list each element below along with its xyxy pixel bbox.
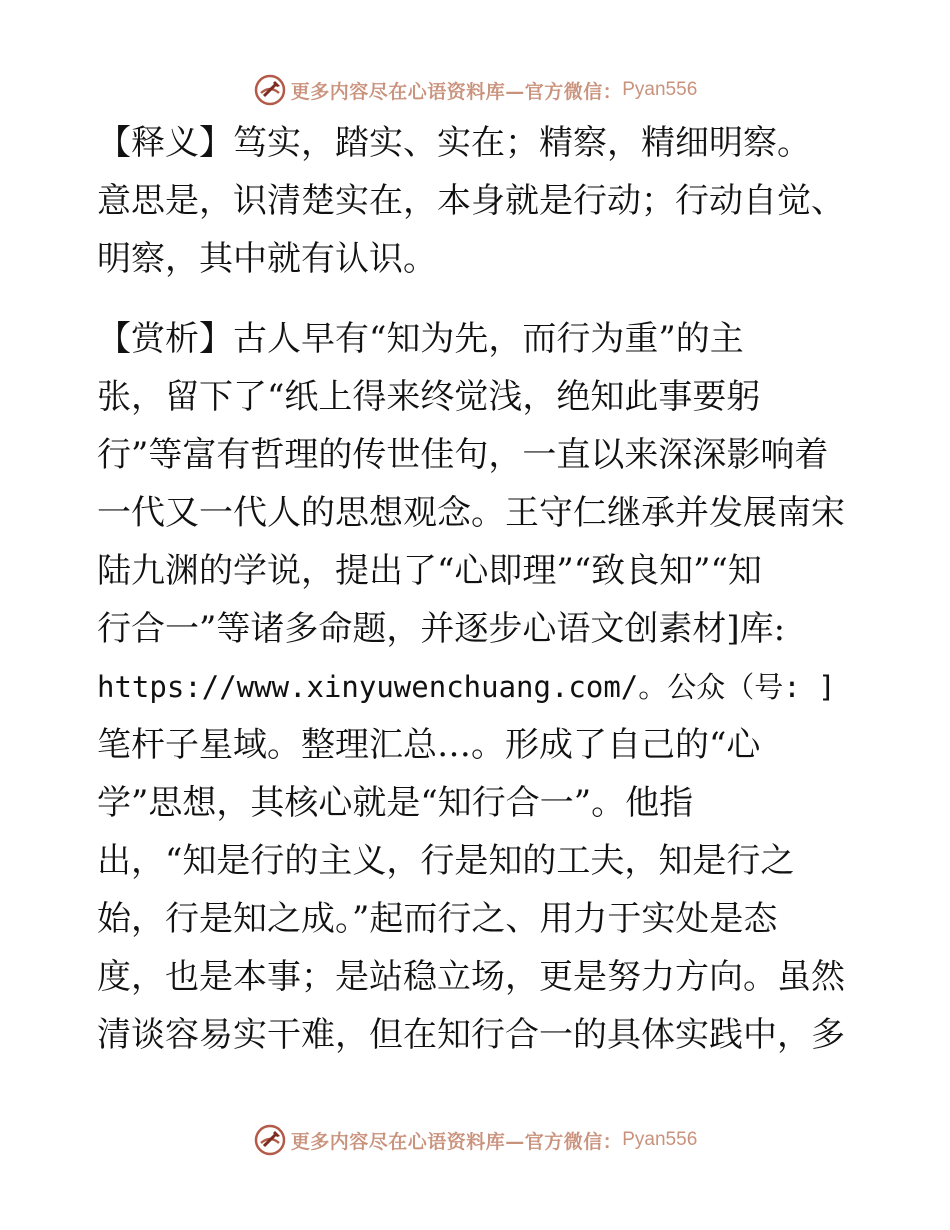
book-pen-logo-icon [253, 1123, 287, 1157]
text-line: 行合一”等诸多命题，并逐步心语文创素材]库: [97, 609, 786, 649]
text-line: 意思是，识清楚实在，本身就是行动；行动自觉、 [97, 181, 845, 221]
footer-banner [0, 1122, 950, 1158]
footer-wechat-id: Pyan556 [622, 1129, 698, 1150]
text-line: 【赏析】古人早有“知为先，而行为重”的主 [97, 319, 744, 359]
text-line: 明察，其中就有认识。 [97, 239, 437, 279]
header-banner [0, 72, 950, 108]
text-line: 陆九渊的学说，提出了“心即理”“致良知”“知 [97, 551, 762, 591]
book-pen-logo-icon [253, 73, 287, 107]
text-line: 学”思想，其核心就是“知行合一”。他指 [97, 783, 694, 823]
text-line: 【释义】笃实，踏实、实在；精察，精细明察。 [97, 123, 811, 163]
paragraph-analysis [97, 310, 857, 1064]
text-line: 行”等富有哲理的传世佳句，一直以来深深影响着 [97, 435, 829, 475]
text-line: 笔杆子星域。整理汇总…。形成了自己的“心 [97, 725, 761, 765]
document-body [97, 114, 857, 1064]
url-line: https://www.xinyuwenchuang.com/。公众（号: ] [97, 670, 836, 704]
header-banner-text: 更多内容尽在心语资料库—官方微信： [290, 80, 623, 103]
text-line: 张，留下了“纸上得来终觉浅，绝知此事要躬 [97, 377, 761, 417]
paragraph-definition [97, 114, 857, 288]
text-line: 出，“知是行的主义，行是知的工夫，知是行之 [97, 841, 795, 881]
text-line: 清谈容易实干难，但在知行合一的具体实践中，多 [97, 1015, 845, 1055]
footer-banner-text: 更多内容尽在心语资料库—官方微信： [290, 1130, 623, 1153]
header-wechat-id: Pyan556 [622, 79, 698, 100]
text-line: 度，也是本事；是站稳立场，更是努力方向。虽然 [97, 957, 845, 997]
text-line: 一代又一代人的思想观念。王守仁继承并发展南宋 [97, 493, 845, 533]
text-line: 始，行是知之成。”起而行之、用力于实处是态 [97, 899, 778, 939]
